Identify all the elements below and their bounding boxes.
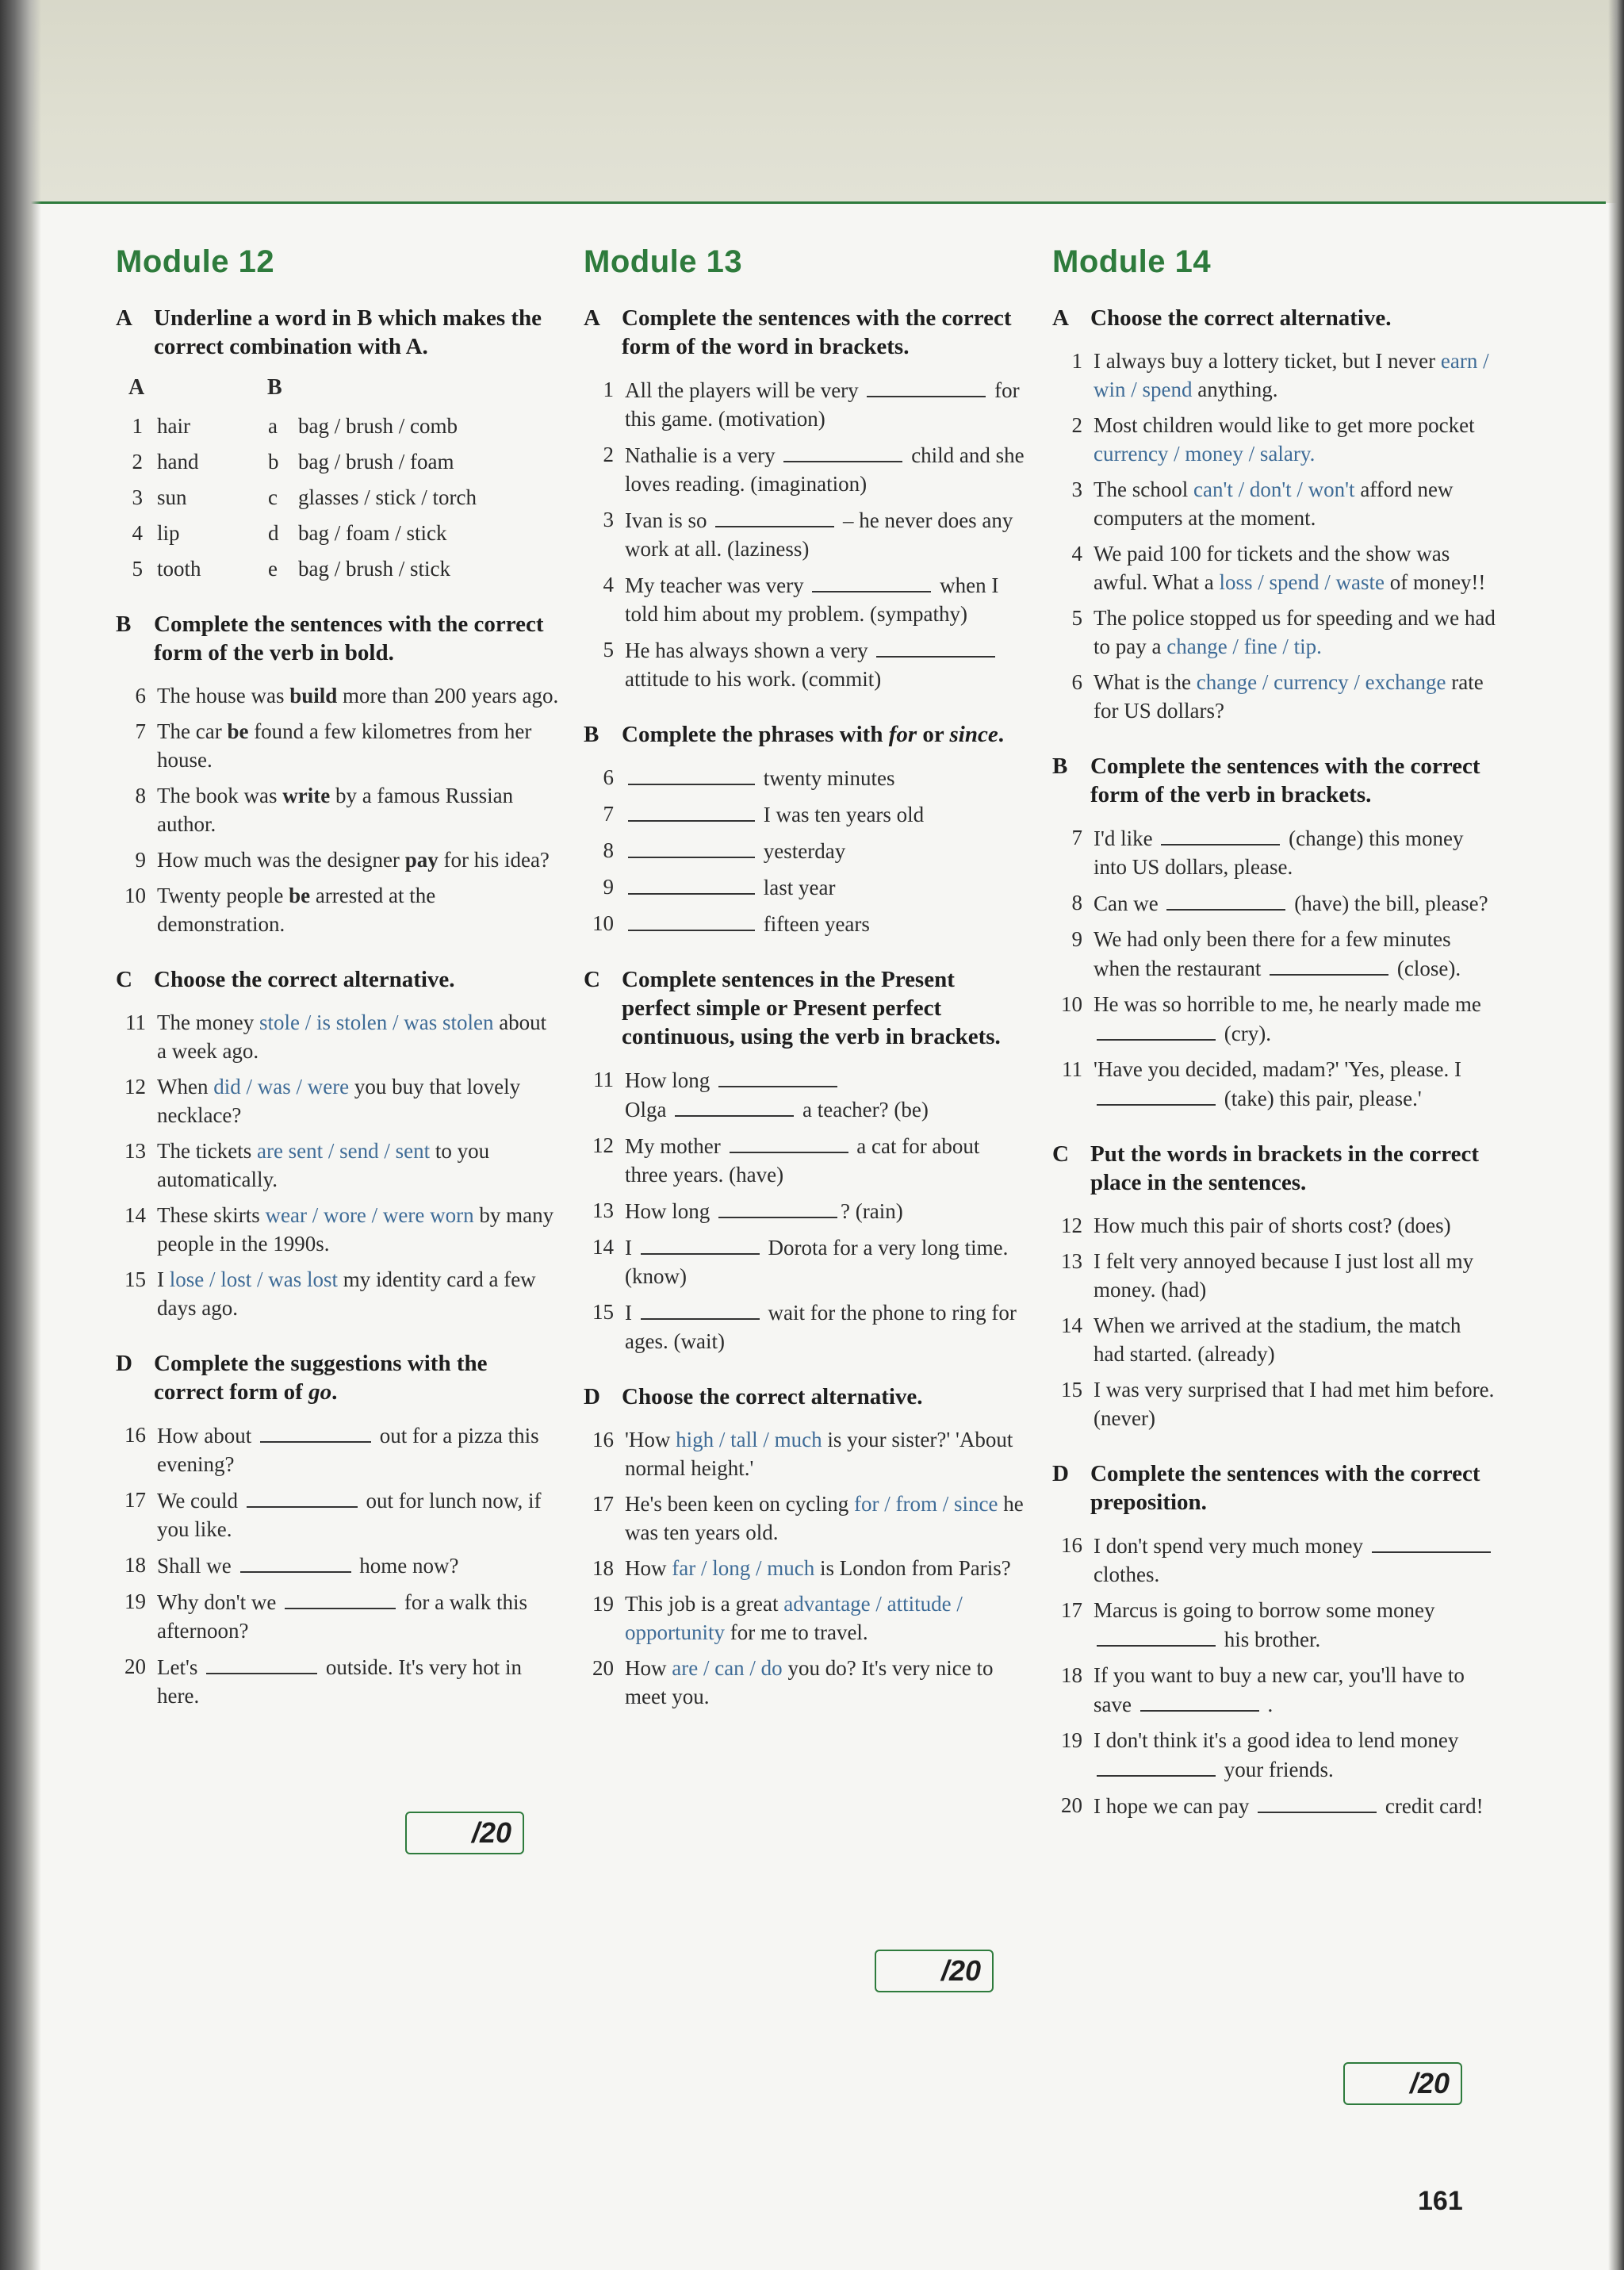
instruction: B Complete the sentences with the correct form of the verb in brackets.: [1052, 753, 1480, 807]
exercise-item: 6 The house was build more than 200 years ago.: [135, 684, 559, 707]
exercise-item: 5 He has always shown a very attitude to his work. (commit): [584, 635, 1028, 693]
header-divider: [24, 201, 1606, 204]
instruction: D Complete the suggestions with the correct form of go.: [116, 1351, 488, 1405]
alternatives[interactable]: earn / win / spend: [1094, 349, 1489, 401]
instruction: A Complete the sentences with the correct form of the word in brackets.: [584, 305, 1012, 359]
section-c: [1052, 1140, 1496, 1432]
alternatives[interactable]: are / can / do: [672, 1656, 783, 1680]
section-b: [116, 610, 560, 938]
answer-blank[interactable]: [285, 1587, 396, 1609]
alternatives[interactable]: advantage / attitude / opportunity: [625, 1592, 963, 1644]
answer-blank[interactable]: [260, 1421, 371, 1443]
match-header: A B: [128, 375, 282, 400]
section-d: [584, 1382, 1028, 1711]
instruction: A Underline a word in B which makes the correct combination with A.: [116, 305, 542, 359]
answer-blank[interactable]: [730, 1131, 848, 1153]
module-title: Module 14: [1052, 244, 1212, 279]
alternatives[interactable]: stole / is stolen / was stolen: [259, 1010, 494, 1034]
score-box-module-14[interactable]: /20: [1343, 2062, 1462, 2105]
answer-blank[interactable]: [718, 1065, 837, 1087]
section-b: [1052, 752, 1496, 1113]
instruction: B Complete the phrases with for or since.: [584, 722, 1004, 747]
answer-blank[interactable]: [1097, 1754, 1216, 1777]
exercise-item: 19 Why don't we for a walk this afternoon?: [116, 1587, 560, 1645]
section-c: [584, 965, 1028, 1355]
page-number: 161: [1418, 2186, 1463, 2216]
exercise-item: 18 How far / long / much is London from Paris?: [592, 1556, 1011, 1580]
exercise-item: 16 I don't spend very much money clothes.: [1052, 1531, 1496, 1589]
exercise-item: 6 twenty minutes: [584, 763, 1028, 792]
exercise-item: 7 I'd like (change) this money into US dollars, please.: [1052, 823, 1496, 881]
exercise-item: 2 Most children would like to get more pocket currency / money / salary.: [1071, 413, 1475, 466]
exercise-item: 13 How long ? (rain): [584, 1196, 1028, 1225]
exercise-item: 12 How much this pair of shorts cost? (does): [1061, 1214, 1451, 1237]
exercise-item: 2 Nathalie is a very child and she loves reading. (imagination): [584, 440, 1028, 498]
exercise-item: 7 The car be found a few kilometres from her house.: [135, 719, 532, 772]
answer-blank[interactable]: [718, 1196, 837, 1218]
exercise-item: 14 These skirts wear / wore / were worn by many people in the 1990s.: [124, 1203, 554, 1256]
answer-blank[interactable]: [1258, 1791, 1377, 1813]
exercise-item: 4 We paid 100 for tickets and the show was awful. What a loss / spend / waste of money!!: [1071, 542, 1486, 594]
score-box-module-13[interactable]: /20: [875, 1950, 994, 1992]
alternatives[interactable]: loss / spend / waste: [1219, 570, 1385, 594]
exercise-item: 10 fifteen years: [584, 909, 1028, 938]
module-12-column: [116, 244, 560, 1737]
alternatives[interactable]: currency / money / salary.: [1094, 442, 1316, 466]
answer-blank[interactable]: [628, 909, 755, 931]
alternatives[interactable]: wear / wore / were worn: [265, 1203, 474, 1227]
exercise-item: 9 How much was the designer pay for his idea?: [135, 848, 550, 872]
match-row: 3 sun c glasses / stick / torch: [132, 485, 477, 509]
exercise-item: 8 yesterday: [584, 836, 1028, 865]
answer-blank[interactable]: [628, 763, 755, 785]
exercise-item: 20 I hope we can pay credit card!: [1052, 1791, 1496, 1820]
exercise-item: 10 Twenty people be arrested at the demonstration.: [124, 884, 436, 936]
alternatives[interactable]: are sent / send / sent: [256, 1139, 431, 1163]
exercise-item: 15 I lose / lost / was lost my identity card a few days ago.: [124, 1267, 536, 1320]
score-box-module-12[interactable]: /20: [405, 1812, 524, 1854]
answer-blank[interactable]: [628, 799, 755, 822]
alternatives[interactable]: change / currency / exchange: [1196, 670, 1446, 694]
section-d: [1052, 1459, 1496, 1820]
exercise-item: 13 The tickets are sent / send / sent to you automatically.: [124, 1139, 490, 1191]
alternatives[interactable]: can't / don't / won't: [1193, 477, 1355, 501]
exercise-item: 3 The school can't / don't / won't afford new computers at the moment.: [1071, 477, 1454, 530]
section-b: [584, 720, 1028, 938]
exercise-item: 17 Marcus is going to borrow some money his brother.: [1061, 1598, 1435, 1651]
section-a: [116, 304, 560, 583]
exercise-item: 1 All the players will be very for this game. (motivation): [584, 375, 1028, 433]
answer-blank[interactable]: [628, 872, 755, 895]
exercise-item: 15 I wait for the phone to ring for ages. (wait): [584, 1298, 1028, 1355]
exercise-item: 16 How about out for a pizza this evening?: [116, 1421, 560, 1478]
instruction: A Choose the correct alternative.: [1052, 305, 1392, 331]
alternatives[interactable]: change / fine / tip.: [1166, 635, 1322, 658]
answer-blank[interactable]: [1161, 823, 1280, 845]
alternatives[interactable]: did / was / were: [213, 1075, 350, 1099]
exercise-item: 15 I was very surprised that I had met him before. (never): [1061, 1378, 1495, 1430]
answer-blank[interactable]: [867, 375, 986, 397]
answer-blank[interactable]: [812, 570, 931, 592]
top-photo-band: [0, 0, 1624, 203]
page-edge-shadow: [1608, 0, 1624, 2270]
exercise-item: 4 My teacher was very when I told him about my problem. (sympathy): [584, 570, 1028, 628]
exercise-item: 8 The book was write by a famous Russian author.: [135, 784, 514, 836]
answer-blank[interactable]: [641, 1298, 760, 1320]
exercise-item: 16 'How high / tall / much is your sister?' 'About normal height.': [592, 1428, 1013, 1480]
alternatives[interactable]: high / tall / much: [676, 1428, 822, 1451]
alternatives[interactable]: lose / lost / was lost: [169, 1267, 339, 1291]
exercise-item: 18 If you want to buy a new car, you'll have to save .: [1061, 1663, 1465, 1716]
alternatives[interactable]: far / long / much: [672, 1556, 815, 1580]
answer-blank[interactable]: [1270, 953, 1388, 976]
instruction: D Complete the sentences with the correct preposition.: [1052, 1461, 1480, 1515]
alternatives[interactable]: for / from / since: [854, 1492, 998, 1516]
answer-blank[interactable]: [247, 1486, 358, 1508]
exercise-item: 19 I don't think it's a good idea to lend money your friends.: [1061, 1728, 1459, 1781]
exercise-item: 11 The money stole / is stolen / was stolen about a week ago.: [125, 1010, 547, 1063]
exercise-item: 8 Can we (have) the bill, please?: [1052, 888, 1496, 918]
instruction: C Put the words in brackets in the correct place in the sentences.: [1052, 1141, 1479, 1195]
exercise-item: 13 I felt very annoyed because I just lost all my money. (had): [1061, 1249, 1474, 1302]
answer-blank[interactable]: [1097, 1624, 1216, 1647]
instruction: C Complete sentences in the Present perfect simple or Present perfect continuous, using the verb in brackets.: [584, 967, 1001, 1049]
answer-blank[interactable]: [206, 1652, 317, 1674]
exercise-item: 6 What is the change / currency / exchange rate for US dollars?: [1071, 670, 1484, 723]
exercise-item: 17 We could out for lunch now, if you like.: [116, 1486, 560, 1543]
exercise-item: 3 Ivan is so – he never does any work at all. (laziness): [584, 505, 1028, 563]
answer-blank[interactable]: [675, 1095, 794, 1117]
exercise-item: 11 How long Olga a teacher? (be): [584, 1065, 1028, 1124]
exercise-item: 14 I Dorota for a very long time. (know): [584, 1233, 1028, 1290]
exercise-item: 12 When did / was / were you buy that lovely necklace?: [124, 1075, 521, 1127]
module-13-column: [584, 244, 1028, 1738]
module-14-column: [1052, 244, 1496, 1847]
answer-blank[interactable]: [1097, 1083, 1216, 1106]
answer-blank[interactable]: [1166, 888, 1285, 911]
exercise-item: 5 The police stopped us for speeding and we had to pay a change / fine / tip.: [1071, 606, 1496, 658]
exercise-item: 18 Shall we home now?: [116, 1551, 560, 1580]
exercise-item: 11 'Have you decided, madam?' 'Yes, please. I (take) this pair, please.': [1062, 1057, 1461, 1110]
section-c: [116, 965, 560, 1322]
answer-blank[interactable]: [1140, 1689, 1259, 1712]
match-row: 1 hair a bag / brush / comb: [132, 414, 458, 438]
answer-blank[interactable]: [715, 505, 834, 527]
section-a: [584, 304, 1028, 693]
exercise-item: 9 last year: [584, 872, 1028, 902]
answer-blank[interactable]: [240, 1551, 351, 1573]
exercise-item: 20 Let's outside. It's very hot in here.: [116, 1652, 560, 1710]
match-row: 5 tooth e bag / brush / stick: [132, 557, 450, 581]
instruction: B Complete the sentences with the correct form of the verb in bold.: [116, 612, 544, 665]
module-title: Module 12: [116, 244, 275, 279]
exercise-item: 17 He's been keen on cycling for / from / since he was ten years old.: [592, 1492, 1024, 1544]
section-d: [116, 1349, 560, 1710]
exercise-item: 14 When we arrived at the stadium, the match had started. (already): [1061, 1313, 1461, 1366]
instruction: C Choose the correct alternative.: [116, 967, 455, 992]
instruction: D Choose the correct alternative.: [584, 1384, 923, 1409]
exercise-item: 7 I was ten years old: [584, 799, 1028, 829]
match-row: 4 lip d bag / foam / stick: [132, 521, 447, 545]
answer-blank[interactable]: [783, 440, 902, 462]
module-title: Module 13: [584, 244, 743, 279]
exercise-item: 9 We had only been there for a few minutes when the restaurant (close).: [1071, 927, 1461, 980]
exercise-item: 20 How are / can / do you do? It's very nice to meet you.: [592, 1656, 994, 1708]
exercise-item: 12 My mother a cat for about three years. (have): [584, 1131, 1028, 1189]
answer-blank[interactable]: [1097, 1018, 1216, 1041]
answer-blank[interactable]: [1372, 1531, 1491, 1553]
answer-blank[interactable]: [876, 635, 995, 658]
match-row: 2 hand b bag / brush / foam: [132, 450, 454, 474]
exercise-item: 10 He was so horrible to me, he nearly made me (cry).: [1061, 992, 1481, 1045]
section-a: [1052, 304, 1496, 725]
book-spine-shadow: [0, 0, 41, 2270]
answer-blank[interactable]: [641, 1233, 760, 1255]
exercise-item: 19 This job is a great advantage / attitude / opportunity for me to travel.: [592, 1592, 963, 1644]
exercise-item: 1 I always buy a lottery ticket, but I never earn / win / spend anything.: [1071, 349, 1489, 401]
answer-blank[interactable]: [628, 836, 755, 858]
